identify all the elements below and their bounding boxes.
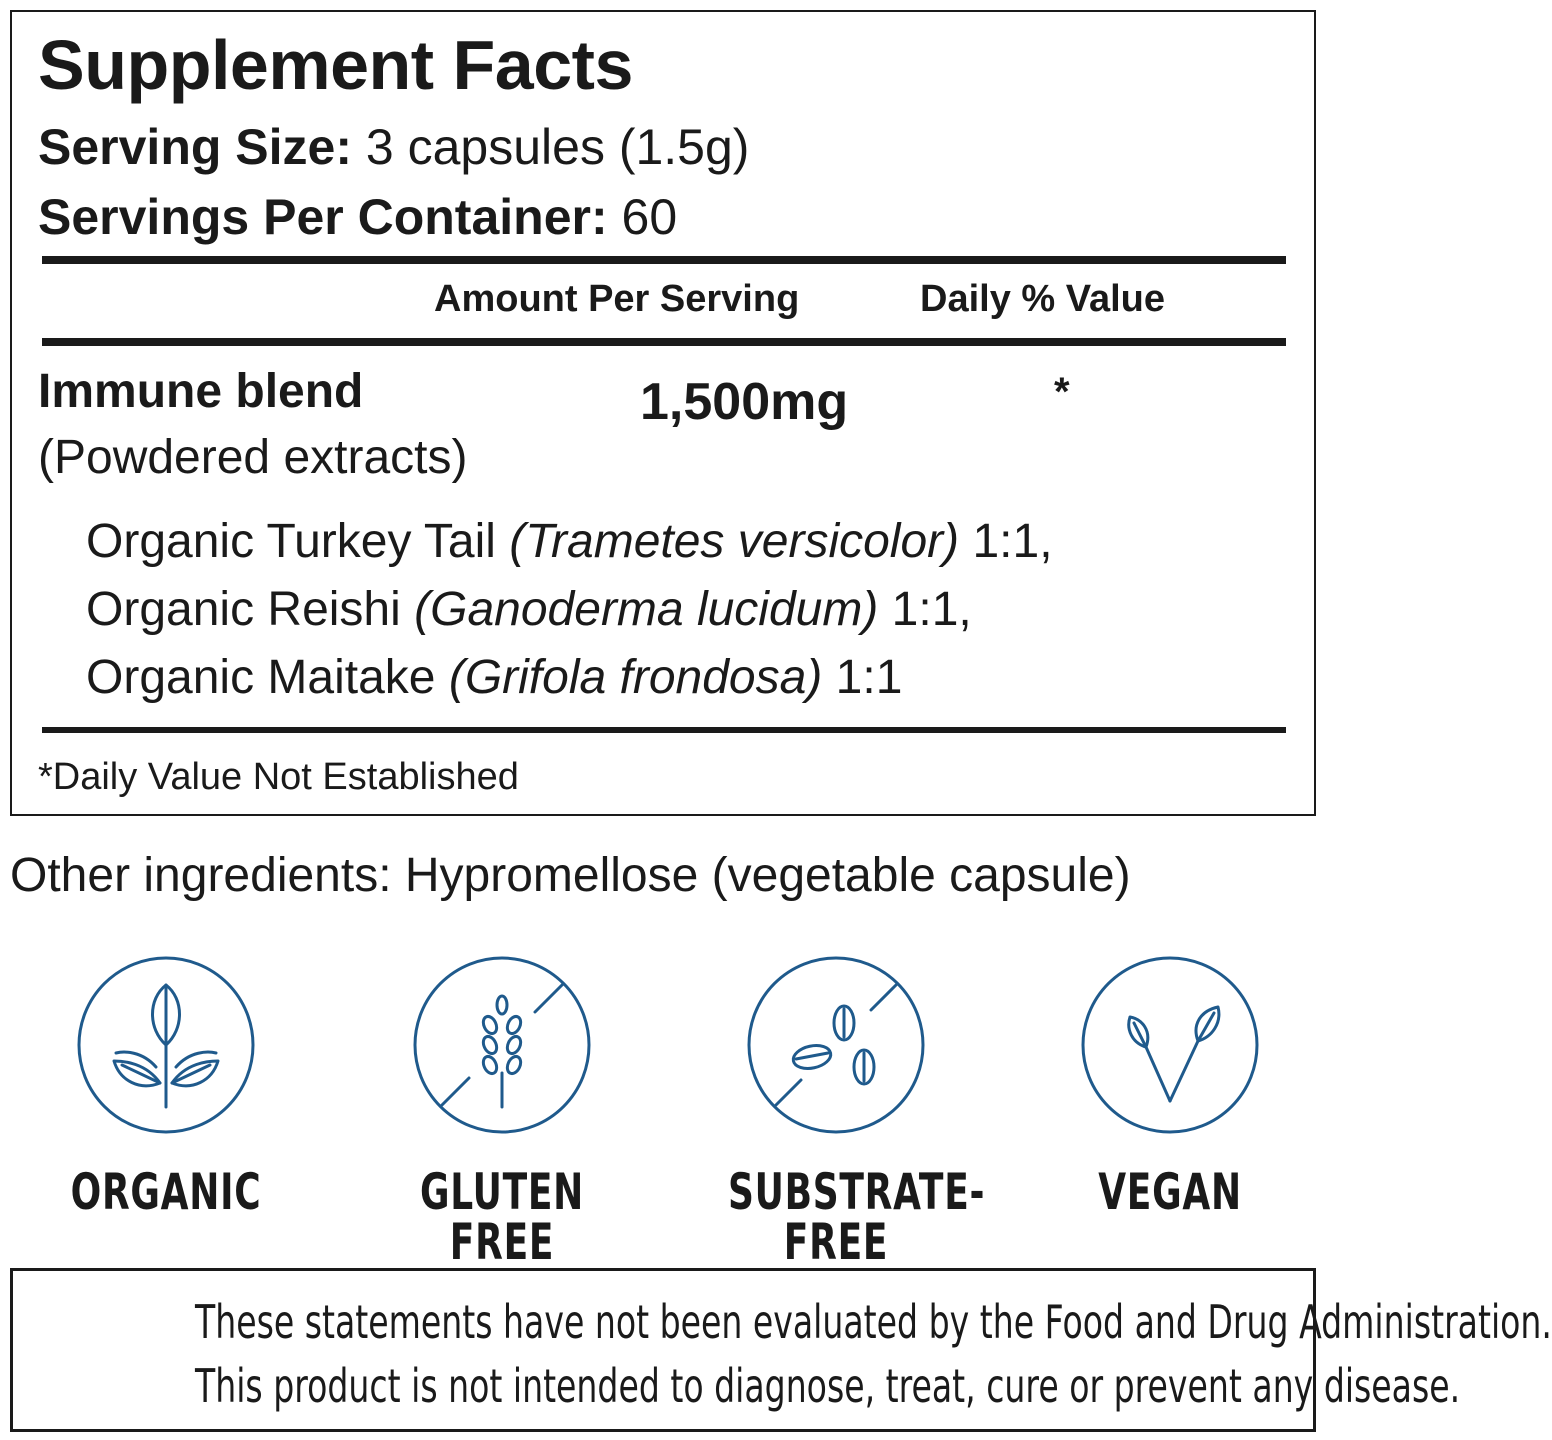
serving-size-label: Serving Size: <box>38 119 352 175</box>
fda-disclaimer <box>10 1268 1552 1432</box>
column-header-daily-value: Daily % Value <box>920 278 1166 320</box>
divider <box>42 256 1286 264</box>
ingredient-latin: (Grifola frondosa) <box>448 651 823 704</box>
grains-crossed-icon <box>746 955 926 1135</box>
serving-size <box>38 119 750 175</box>
badge-label: VEGAN <box>1098 1163 1242 1221</box>
ingredient-latin: (Trametes versicolor) <box>509 515 960 568</box>
ingredient-latin: (Ganoderma lucidum) <box>414 583 879 636</box>
column-header-amount: Amount Per Serving <box>434 278 800 320</box>
ingredient-line <box>86 651 903 704</box>
serving-size-value: 3 capsules (1.5g) <box>365 119 750 175</box>
ingredient-ratio: 1:1, <box>972 515 1053 568</box>
divider <box>42 338 1286 346</box>
other-ingredients: Other ingredients: Hypromellose (vegetable capsule) <box>10 849 1131 902</box>
leaf-sprout-icon <box>76 955 256 1135</box>
ingredient-name: Organic Maitake <box>86 651 436 704</box>
blend-subtitle: (Powdered extracts) <box>38 431 468 484</box>
ingredient-line <box>86 583 972 636</box>
badge-label: SUBSTRATE-FREE <box>728 1163 986 1271</box>
ingredient-ratio: 1:1 <box>835 651 903 704</box>
footnote: *Daily Value Not Established <box>38 756 519 798</box>
badge-row <box>0 955 1335 1271</box>
blend-daily-value: * <box>1054 370 1070 414</box>
supplement-facts-panel <box>10 10 1316 816</box>
disclaimer-line: These statements have not been evaluated by the Food and Drug Administration. <box>194 1295 1552 1349</box>
disclaimer-line: This product is not intended to diagnose, treat, cure or prevent any disease. <box>194 1359 1461 1413</box>
badge-label: GLUTEN FREE <box>419 1163 585 1271</box>
servings-per-container-value: 60 <box>621 189 678 245</box>
ingredient-ratio: 1:1, <box>891 583 972 636</box>
vegan-leaves-icon <box>1080 955 1260 1135</box>
servings-per-container-label: Servings Per Container: <box>38 189 608 245</box>
panel-title: Supplement Facts <box>38 26 633 104</box>
divider <box>42 727 1286 733</box>
blend-name: Immune blend <box>38 365 364 418</box>
wheat-crossed-icon <box>412 955 592 1135</box>
badge-label: ORGANIC <box>70 1163 262 1221</box>
blend-amount: 1,500mg <box>640 373 849 431</box>
ingredient-name: Organic Reishi <box>86 583 401 636</box>
ingredient-name: Organic Turkey Tail <box>86 515 496 568</box>
ingredient-line <box>86 515 1053 568</box>
servings-per-container <box>38 189 678 245</box>
